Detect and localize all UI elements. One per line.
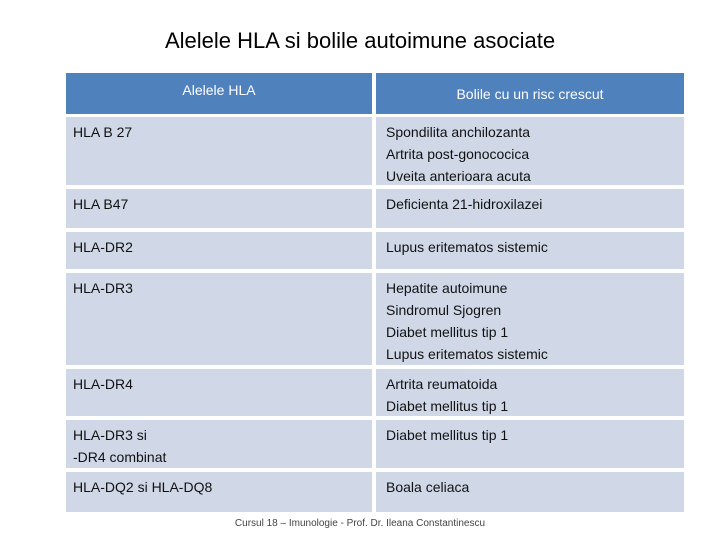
disease-cell [376, 117, 684, 185]
column-header-diseases: Bolile cu un risc crescut [376, 73, 684, 114]
disease-text: Spondilita anchilozanta [386, 124, 530, 140]
allele-cell [66, 369, 372, 416]
slide-footer: Cursul 18 – Imunologie - Prof. Dr. Ileana Constantinescu [234, 518, 486, 529]
allele-cell [66, 420, 372, 468]
allele-cell [66, 232, 372, 269]
table-row [66, 472, 684, 512]
table-row [66, 189, 684, 228]
table-row [66, 369, 684, 416]
table-header-row [66, 73, 684, 114]
disease-text: Artrita reumatoida [386, 376, 498, 392]
disease-text: Sindromul Sjogren [386, 302, 502, 318]
allele-cell [66, 189, 372, 228]
disease-cell [376, 369, 684, 416]
disease-cell [376, 420, 684, 468]
table-row [66, 273, 684, 365]
disease-text: Diabet mellitus tip 1 [386, 398, 509, 414]
hla-disease-table [66, 73, 684, 516]
allele-text: HLA-DR3 [73, 280, 133, 296]
disease-text: Boala celiaca [386, 479, 470, 495]
allele-text: HLA B47 [73, 196, 129, 212]
disease-cell [376, 232, 684, 269]
disease-text: Lupus eritematos sistemic [386, 346, 548, 362]
disease-text: Diabet mellitus tip 1 [386, 324, 509, 340]
allele-cell [66, 117, 372, 185]
disease-cell [376, 472, 684, 512]
table-row [66, 232, 684, 269]
disease-text: Diabet mellitus tip 1 [386, 427, 509, 443]
allele-text: HLA-DQ2 si HLA-DQ8 [73, 479, 213, 495]
column-header-alleles: Alelele HLA [66, 73, 372, 114]
allele-text: HLA B 27 [73, 124, 133, 140]
table-row [66, 420, 684, 468]
disease-cell [376, 273, 684, 365]
slide-title: Alelele HLA si bolile autoimune asociate [164, 28, 556, 53]
disease-cell [376, 189, 684, 228]
disease-text: Artrita post-gonococica [386, 146, 530, 162]
disease-text: Lupus eritematos sistemic [386, 239, 548, 255]
allele-cell [66, 472, 372, 512]
disease-text: Hepatite autoimune [386, 280, 508, 296]
disease-text: Uveita anterioara acuta [386, 168, 531, 184]
allele-text: HLA-DR4 [73, 376, 133, 392]
allele-text: HLA-DR2 [73, 239, 133, 255]
table-row [66, 117, 684, 185]
disease-text: Deficienta 21-hidroxilazei [386, 196, 543, 212]
allele-cell [66, 273, 372, 365]
allele-text: HLA-DR3 si [73, 427, 147, 443]
allele-text: -DR4 combinat [73, 449, 167, 465]
